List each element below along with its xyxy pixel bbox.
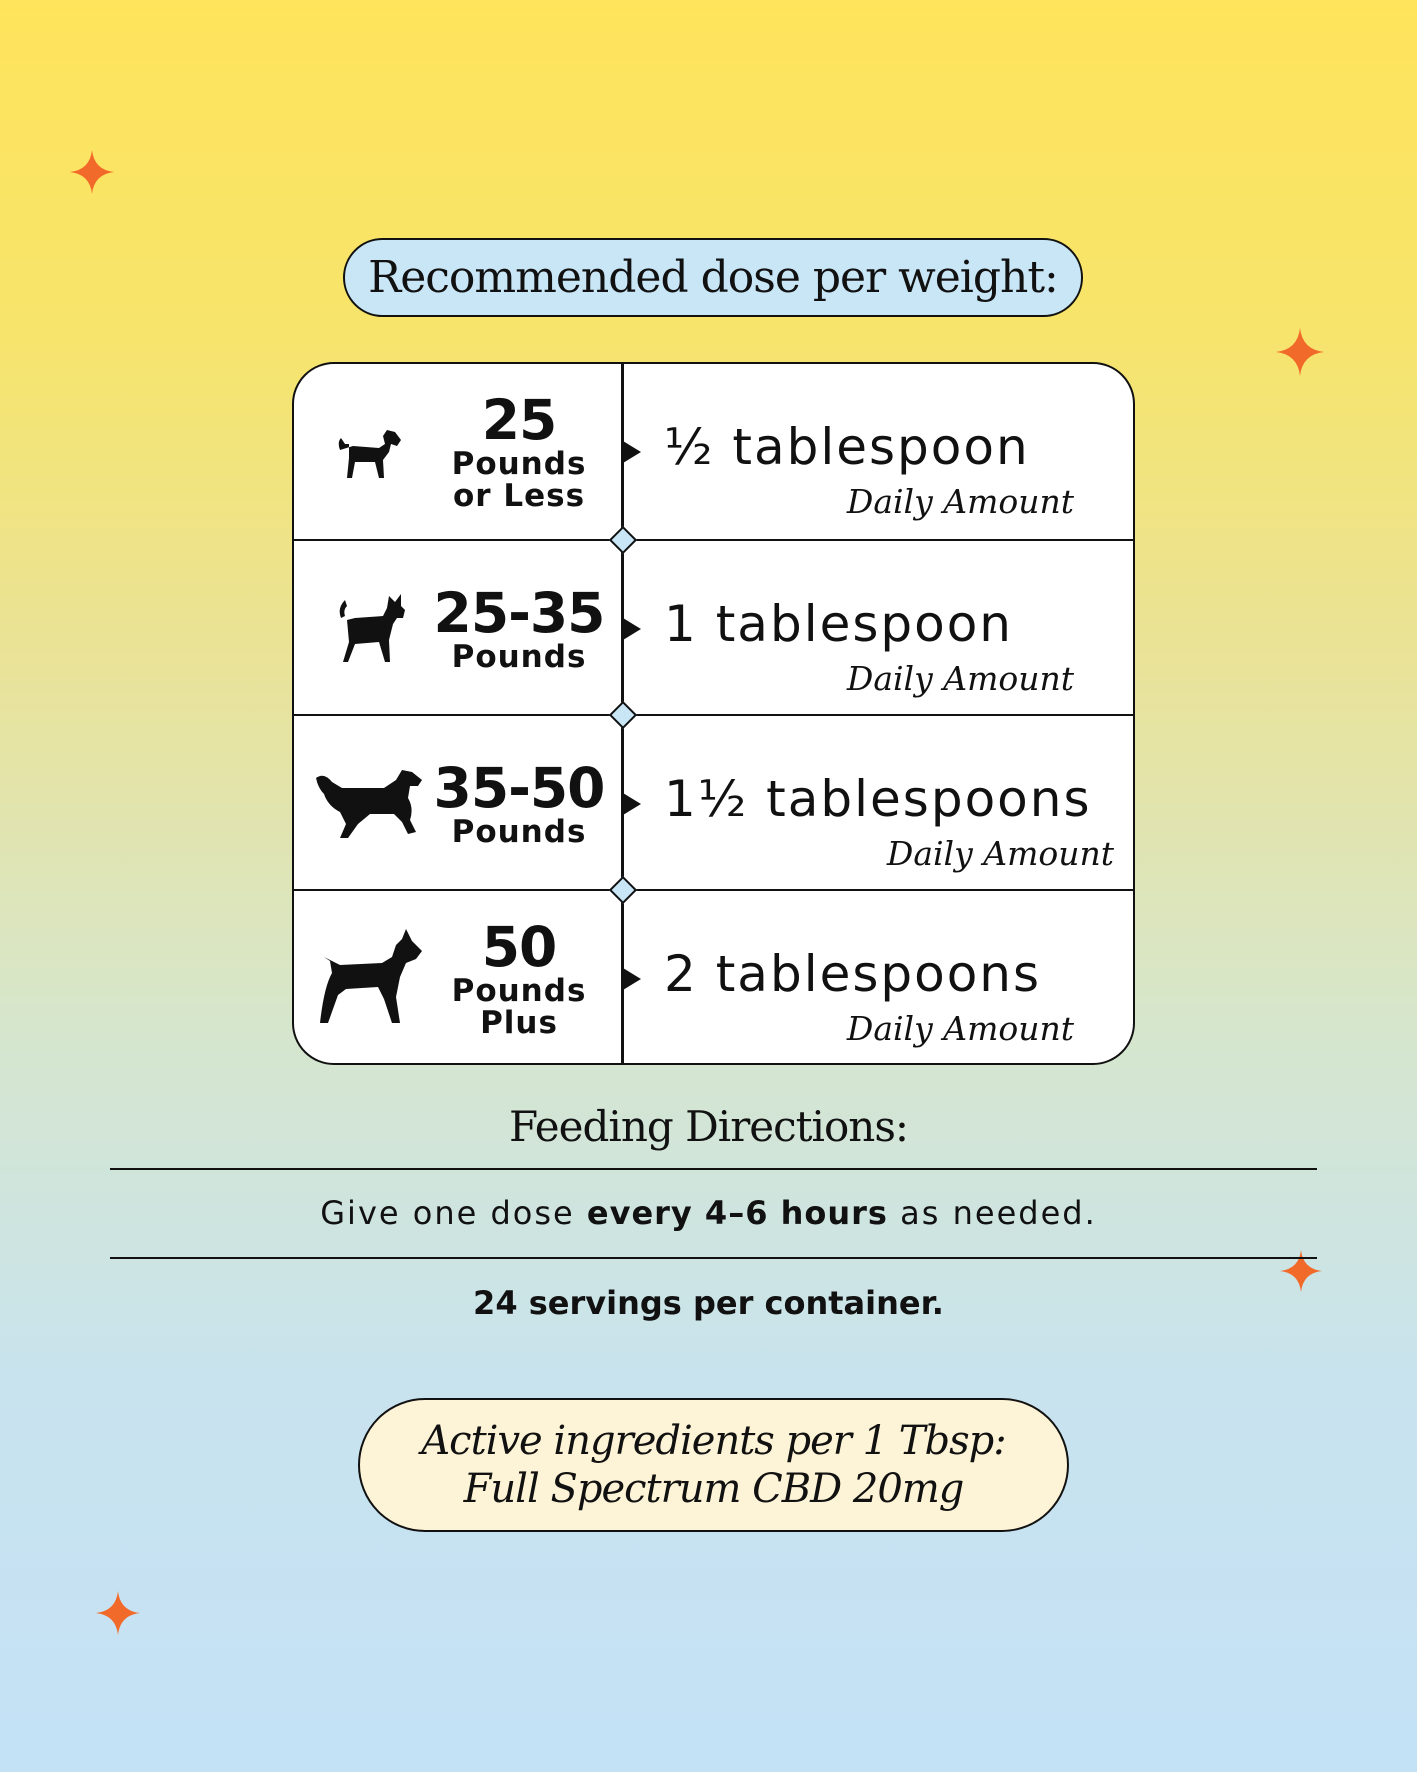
dose-row-35-50 [294,714,1133,891]
weight-unit: Pounds [451,445,587,482]
feeding-instruction: Give one dose every 4–6 hours as needed. [320,1194,1097,1232]
weight-number: 25-35 [433,580,605,645]
weight-number: 25 [481,387,557,452]
daily-amount-label: Daily Amount [846,482,1074,521]
daily-amount-label: Daily Amount [846,659,1074,698]
large-dog-icon [314,768,426,840]
dose-row-25-35 [294,539,1133,716]
dose-amount: 1½ tablespoons [664,770,1092,828]
ingredients-line: Active ingredients per 1 Tbsp: [421,1418,1006,1464]
sparkle-icon [70,150,114,194]
divider [110,1257,1317,1259]
dose-amount: 2 tablespoons [664,945,1042,1003]
arrow-icon [623,793,641,815]
weight-unit: Plus [480,1004,558,1041]
arrow-icon [623,968,641,990]
page-title: Recommended dose per weight: [368,252,1058,303]
feeding-title: Feeding Directions: [508,1102,909,1151]
dose-title-pill [343,238,1083,317]
weight-unit: Pounds [451,972,587,1009]
divider [110,1168,1317,1170]
sparkle-icon [96,1591,140,1635]
sparkle-icon [1276,328,1324,376]
weight-unit: Pounds [451,813,587,850]
weight-number: 50 [481,914,557,979]
xl-dog-icon [316,927,424,1031]
weight-unit: Pounds [451,638,587,675]
dose-row-25-less [294,364,1133,539]
arrow-icon [623,441,641,463]
small-dog-icon [335,422,405,482]
arrow-icon [623,618,641,640]
dose-row-50-plus [294,889,1133,1066]
dose-table [292,362,1135,1065]
ingredients-pill [358,1398,1069,1532]
dose-amount: 1 tablespoon [664,595,1013,653]
weight-unit: or Less [452,477,586,514]
servings-text: 24 servings per container. [473,1284,944,1322]
daily-amount-label: Daily Amount [886,834,1114,873]
daily-amount-label: Daily Amount [846,1009,1074,1048]
dose-amount: ½ tablespoon [664,418,1030,476]
medium-dog-icon [331,590,409,668]
ingredients-line: Full Spectrum CBD 20mg [463,1466,964,1512]
weight-number: 35-50 [433,755,605,820]
